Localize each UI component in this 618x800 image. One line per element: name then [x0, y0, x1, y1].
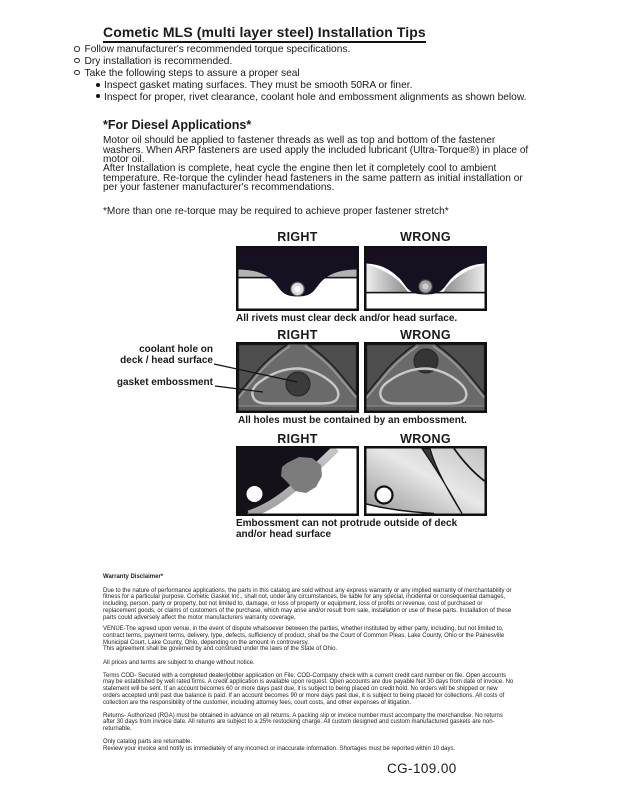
list-item: [74, 56, 526, 68]
sub-bullet-icon: [96, 83, 100, 87]
fig1-right-panel: [236, 246, 359, 311]
terms-cod-paragraph: Terms COD- Secured with a completed dealer/jobber application on File, COD-Company check with a current credit card number on file. Open accounts may be established by well rated firms. A credit application is available upon request. Open accounts are due payable Net 30 days from date of invoice. No statement will be sent. If an account becomes 60 or more days past due, it is subject to being placed on credit hold. No orders will be shipped or new orders accepted until past due balance is paid. If an account becomes 90 or more days past due, it is subject to being placed for collections. All costs of collection are the responsibility of the customer, including attorney fees, court costs, and other expenses of litigation.: [103, 672, 514, 706]
governing-law-line: This agreement shall be governed by and construed under the laws of the State of Ohio.: [103, 646, 338, 653]
fig3-wrong-label: WRONG: [400, 432, 451, 446]
page-title: Cometic MLS (multi layer steel) Installation Tips: [103, 24, 426, 43]
list-item: [74, 44, 526, 56]
venue-paragraph: VENUE-The agreed upon venue, in the event of dispute whatsoever between the parties, whether instituted by either party, including, but not limited to, contract terms, payment terms, delivery, type, defects, sufficiency of product, shall be the Court of Common Pleas, Lake County, Ohio or the Painesville Municipal Court, Lake County, Ohio, depending on the amount in controversy.: [103, 626, 505, 646]
bullet-icon: [74, 70, 80, 76]
list-item: [74, 68, 526, 80]
fig2-right-panel: [236, 342, 359, 413]
catalog-parts-line: Only catalog parts are returnable.: [103, 739, 193, 746]
fig3-caption: Embossment can not protrude outside of deck and/or head surface: [236, 518, 458, 540]
diesel-paragraph-2: After Installation is complete, heat cycle the engine then let it completely cool to ambient temperature. Re-torque the cylinder head fasteners in the same pattern as initial installation or per your fastener manufacturer's recommendations.: [103, 163, 523, 194]
retorque-note: *More than one re-torque may be required to achieve proper fastener stretch*: [103, 206, 449, 217]
fig2-wrong-label: WRONG: [400, 328, 451, 342]
bullet-text: Take the following steps to assure a proper seal: [84, 67, 300, 79]
diesel-heading: *For Diesel Applications*: [103, 118, 252, 132]
fig1-wrong-label: WRONG: [400, 230, 451, 244]
coolant-hole-callout: coolant hole on deck / head surface: [120, 344, 213, 366]
bullet-text: Inspect for proper, rivet clearance, coolant hole and embossment alignments as shown below.: [104, 91, 527, 103]
page-number: CG-109.00: [387, 761, 457, 776]
bullet-icon: [74, 46, 80, 52]
bullet-text: Follow manufacturer's recommended torque specifications.: [84, 44, 351, 55]
list-item: [74, 80, 526, 92]
fig1-right-label: RIGHT: [277, 230, 318, 244]
prices-terms-line: All prices and terms are subject to change without notice.: [103, 659, 255, 666]
sub-bullet-icon: [96, 94, 100, 98]
gasket-embossment-callout: gasket embossment: [116, 377, 213, 388]
warranty-heading: Warranty Disclaimer*: [103, 574, 164, 580]
diesel-paragraph-1: Motor oil should be applied to fastener threads as well as top and bottom of the fastener washers. When ARP fasteners are used apply the included lubricant (Ultra-Torque®) in place of motor oil.: [103, 135, 529, 166]
fig2-wrong-panel: [364, 342, 487, 413]
warranty-disclaimer: [103, 574, 516, 753]
fig2-caption: All holes must be contained by an embossment.: [238, 415, 467, 426]
returns-paragraph: Returns- Authorized (RGA) must be obtained in advance on all returns. A packing slip or invoice number must accompany the merchandise. No returns after 30 days from invoice date. All returns are subject to a 25% restocking charge. All custom designed and custom manufactured gaskets are non-returnable.: [103, 712, 503, 733]
fig3-wrong-panel: [364, 446, 487, 516]
warranty-paragraph: Due to the nature of performance applications, the parts in this catalog are sold without any express warranty or any implied warranty of merchantability or fitness for a particular purpose. Cometic Gasket Inc., shall not, under any circumstances, be liable for any special, incidental or consequential damages, including, person, party or property, but not limited to, damage, or loss of property or equipment, loss of profits or revenue, cost of purchased or replacement goods, or claims of customers of the purchase, which may arise and/or result from sale, installation or use of these parts. Installation of these parts could adversely affect the motor manufacturers warranty coverage.: [103, 587, 512, 621]
fig2-right-label: RIGHT: [277, 328, 318, 342]
invoice-review-line: Review your invoice and notify us immediately of any incorrect or inaccurate information. Shortages must be reported within 10 days.: [103, 746, 456, 753]
fig3-right-panel: [236, 446, 359, 516]
bullet-text: Inspect gasket mating surfaces. They must be smooth 50RA or finer.: [104, 79, 413, 91]
fig3-right-label: RIGHT: [277, 432, 318, 446]
bullet-icon: [74, 58, 80, 64]
fig1-caption: All rivets must clear deck and/or head surface.: [236, 313, 458, 324]
fig1-wrong-panel: [364, 246, 487, 311]
tips-bullet-list: [74, 44, 526, 104]
bullet-text: Dry installation is recommended.: [84, 55, 233, 67]
list-item: [74, 92, 526, 104]
